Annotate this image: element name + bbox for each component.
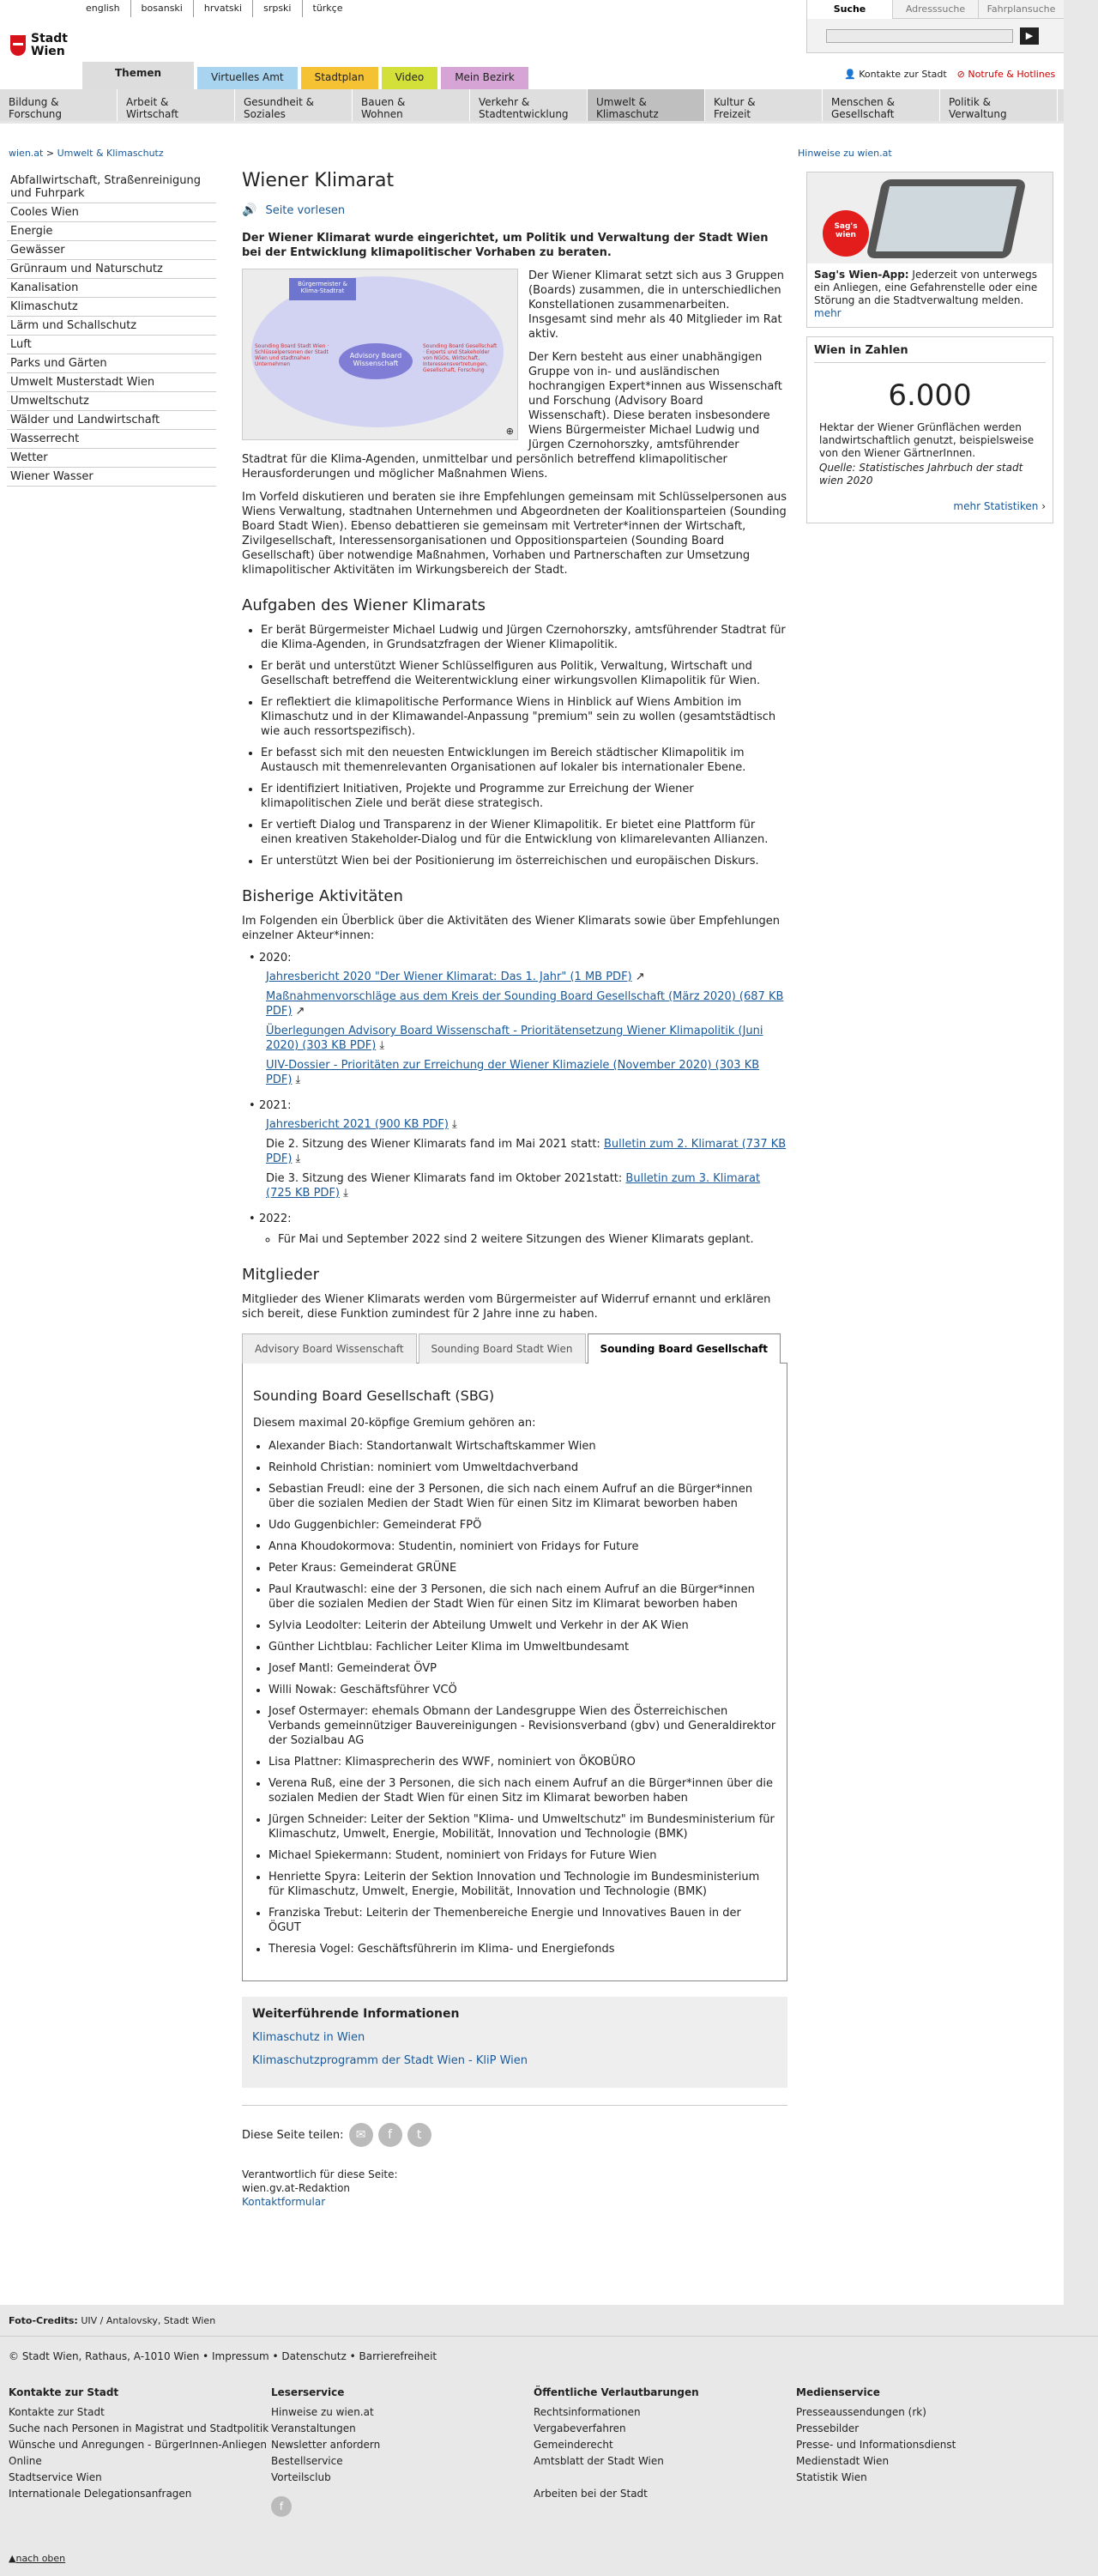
responsible: Verantwortlich für diese Seite: wien.gv.at-Redaktion Kontaktformular bbox=[242, 2168, 398, 2208]
share-bar: Diese Seite teilen: ✉ f t bbox=[242, 2123, 787, 2147]
themen-arbeit[interactable]: Arbeit & Wirtschaft bbox=[118, 89, 235, 121]
footer-link[interactable]: Presseaussendungen (rk) bbox=[796, 2406, 926, 2418]
tab-advisory-board[interactable]: Advisory Board Wissenschaft bbox=[242, 1333, 417, 1364]
wien-in-zahlen: Wien in Zahlen 6.000 Hektar der Wiener Grünflächen werden landwirtschaftlich genutzt, beispielsweise von den Wiener GärtnerInnen. Quelle: Statistisches Jahrbuch der stadt wien 2020 mehr Statistiken › bbox=[806, 336, 1053, 523]
twitter-icon[interactable]: t bbox=[407, 2123, 431, 2147]
pdf-link[interactable]: Bulletin zum 2. Klimarat (737 KB PDF) bbox=[266, 1138, 787, 1165]
sags-wien-badge: Sag's wien bbox=[823, 210, 869, 257]
pdf-link[interactable]: Maßnahmenvorschläge aus dem Kreis der Sounding Board Gesellschaft (März 2020) (687 KB PDF) bbox=[266, 990, 784, 1018]
hinweise-link[interactable]: Hinweise zu wien.at bbox=[798, 148, 892, 159]
info-link[interactable]: Klimaschutz in Wien bbox=[252, 2031, 365, 2044]
download-icon: ⤓ bbox=[343, 1187, 348, 1200]
lang-turkce[interactable]: türkçe bbox=[312, 3, 343, 14]
nav-video[interactable]: Video bbox=[382, 67, 438, 89]
download-icon: ⤓ bbox=[452, 1118, 457, 1131]
footer-link[interactable]: Veranstaltungen bbox=[271, 2422, 356, 2434]
page-title: Wiener Klimarat bbox=[242, 170, 395, 191]
search-input[interactable] bbox=[826, 29, 1013, 43]
chevron-right-icon: › bbox=[1041, 500, 1046, 512]
list-item: • Willi Nowak: Geschäftsführer VCÖ bbox=[268, 1683, 776, 1697]
leftnav-item[interactable]: Wetter bbox=[7, 449, 216, 468]
lang-srpski[interactable]: srpski bbox=[253, 0, 302, 17]
leftnav-item[interactable]: Umwelt Musterstadt Wien bbox=[7, 373, 216, 392]
pdf-link[interactable]: Bulletin zum 3. Klimarat (725 KB PDF) bbox=[266, 1172, 761, 1200]
alert-icon: ⊘ bbox=[956, 69, 965, 80]
leftnav-item[interactable]: Grünraum und Naturschutz bbox=[7, 260, 216, 279]
lead-text: Der Wiener Klimarat wurde eingerichtet, um Politik und Verwaltung der Stadt Wien bei der Entwicklung klimapolitischer Vorhaben zu beraten. bbox=[242, 232, 769, 259]
list-item: • Sylvia Leodolter: Leiterin der Abteilung Umwelt und Verkehr in der AK Wien bbox=[268, 1618, 776, 1633]
list-item: • Henriette Spyra: Leiterin der Sektion Innovation und Technologie im Bundesministerium für Klimaschutz, Umwelt, Energie, Mobilität, Innovation und Technologie (BMK) bbox=[268, 1870, 776, 1899]
phone-icon bbox=[866, 179, 1027, 258]
vorlesen-button[interactable]: 🔊 Seite vorlesen bbox=[242, 203, 346, 217]
list-item: • Franziska Trebut: Leiterin der Themenbereiche Energie und Innovatives Bauen in der ÖGUT bbox=[268, 1906, 776, 1935]
tab-adresssuche[interactable]: Adresssuche bbox=[892, 0, 978, 19]
stadt-wien-logo[interactable]: Stadt Wien bbox=[10, 33, 68, 58]
list-item: • Udo Guggenbichler: Gemeinderat FPÖ bbox=[268, 1518, 776, 1533]
tab-sounding-board-stadt[interactable]: Sounding Board Stadt Wien bbox=[419, 1333, 586, 1364]
arrow-up-icon: ▲ bbox=[9, 2553, 16, 2564]
list-item: • Er befasst sich mit den neuesten Entwicklungen im Bereich städtischer Klimapolitik im Austausch mit themenrelevanten Organisationen auf lokaler bis internationaler Ebene. bbox=[261, 746, 787, 775]
external-link-icon: ↗ bbox=[295, 1005, 305, 1018]
sbg-members bbox=[268, 1439, 776, 1956]
tab-suche[interactable]: Suche bbox=[807, 0, 892, 19]
list-item: • Er unterstützt Wien bei der Positionierung im österreichischen und europäischen Diskurs. bbox=[261, 854, 787, 868]
search-panel bbox=[806, 0, 1064, 53]
footer-link[interactable]: Internationale Delegationsanfragen bbox=[9, 2488, 192, 2500]
nav-themen[interactable]: Themen bbox=[82, 62, 194, 89]
footer-link[interactable]: Presse- und Informationsdienst bbox=[796, 2439, 956, 2451]
klimarat-diagram[interactable]: Bürgermeister & Klima-Stadtrat Advisory Board Wissenschaft Sounding Board Stadt Wien · Schlüsselpersonen der Stadt Wien und stadtnahen Unternehmen Sounding Board Gesellschaft · Experts und Stakeholder von NGOs, Wirtschaft, Interessensvertretungen, Gesellschaft, Forschung ⊕ bbox=[242, 269, 518, 440]
mehr-link[interactable]: mehr bbox=[814, 307, 842, 319]
info-link[interactable]: Klimaschutzprogramm der Stadt Wien - KliP Wien bbox=[252, 2054, 528, 2067]
footer-col-kontakte: Kontakte zur Stadt Kontakte zur Stadt Suche nach Personen in Magistrat und Stadtpolitik Wünsche und Anregungen - BürgerInnen-Anliegen Online Stadtservice Wien Internationale Delegationsanfragen bbox=[9, 2385, 271, 2517]
tab-panel: Sounding Board Gesellschaft (SBG) Diesem maximal 20-köpfige Gremium gehören an: • Alexander Biach: Standortanwalt Wirtschaftskammer Wien • Reinhold Christian: nominiert vom Umweltdachverband • Sebastian Freudl: eine der 3 Personen, die sich nach einem Aufruf an die Bürger*innen über die sozialen Medien der Stadt Wien für einen Sitz im Klimarat beworben haben • Udo Guggenbichler: Gemeinderat FPÖ • Anna Khoudokormova: Studentin, nominiert von Fridays for Future • Peter Kraus: Gemeinderat GRÜNE • Paul Krautwaschl: eine der 3 Personen, die sich nach einem Aufruf an die Bürger*innen über die sozialen Medien der Stadt Wien für einen Sitz im Klimarat beworben haben • Sylvia Leodolter: Leiterin der Abteilung Umwelt und Verkehr in der AK Wien • Günther Lichtblau: Fachlicher Leiter Klima im Umweltbundesamt • Josef Mantl: Gemeinderat ÖVP • Willi Nowak: Geschäftsführer VCÖ • Josef Ostermayer: ehemals Obmann der Landesgruppe Wien des Österreichischen Verbands gemeinnütziger Bauvereinigungen - Revisionsverband (gbv) und Generaldirektor der Sozialbau AG • Lisa Plattner: Klimasprecherin des WWF, nominiert von ÖKOBÜRO • Verena Ruß, eine der 3 Personen, die sich nach einem Aufruf an die Bürger*innen über die sozialen Medien der Stadt Wien für einen Sitz im Klimarat beworben haben • Jürgen Schneider: Leiter der Sektion "Klima- und Umweltschutz" im Bundesministerium für Klimaschutz, Umwelt, Energie, Mobilität, Innovation und Technologie (BMK) • Michael Spiekermann: Student, nominiert von Fridays for Future Wien • Henriette Spyra: Leiterin der Sektion Innovation und Technologie im Bundesministerium für Klimaschutz, Umwelt, Energie, Mobilität, Innovation und Technologie (BMK) • Franziska Trebut: Leiterin der Themenbereiche Energie und Innovatives Bauen in der ÖGUT • Theresia Vogel: Geschäftsführerin im Klima- und Energiefonds bbox=[242, 1363, 787, 1981]
search-submit-button[interactable]: ▶ bbox=[1020, 27, 1039, 45]
list-item: • Er identifiziert Initiativen, Projekte und Programme zur Erreichung der Wiener klimapolitischen Ziele und berät diese strategisch. bbox=[261, 782, 787, 811]
footer-link[interactable]: Gemeinderecht bbox=[534, 2439, 613, 2451]
footer-link[interactable]: Statistik Wien bbox=[796, 2471, 867, 2483]
leftnav-item[interactable]: Cooles Wien bbox=[7, 203, 216, 222]
breadcrumb-current[interactable]: Umwelt & Klimaschutz bbox=[57, 148, 164, 159]
pdf-link[interactable]: Jahresbericht 2020 "Der Wiener Klimarat: Das 1. Jahr" (1 MB PDF) bbox=[266, 971, 632, 983]
notrufe-link[interactable]: ⊘ Notrufe & Hotlines bbox=[956, 69, 1056, 80]
nav-virtuelles-amt[interactable]: Virtuelles Amt bbox=[197, 67, 298, 89]
themen-gesundheit[interactable]: Gesundheit & Soziales bbox=[235, 89, 353, 121]
footer-link[interactable]: Suche nach Personen in Magistrat und Stadtpolitik bbox=[9, 2422, 269, 2434]
back-to-top-link[interactable]: ▲nach oben bbox=[9, 2553, 66, 2564]
heading-aktivitaeten: Bisherige Aktivitäten bbox=[242, 887, 403, 905]
footer-link[interactable]: Arbeiten bei der Stadt bbox=[534, 2488, 648, 2500]
footer-link[interactable]: Vergabeverfahren bbox=[534, 2422, 626, 2434]
zoom-icon[interactable]: ⊕ bbox=[505, 426, 514, 437]
footer-link[interactable]: Wünsche und Anregungen - BürgerInnen-Anliegen Online bbox=[9, 2439, 267, 2467]
themen-bauen[interactable]: Bauen & Wohnen bbox=[353, 89, 470, 121]
breadcrumb-home[interactable]: wien.at bbox=[9, 148, 44, 159]
list-item: • Sebastian Freudl: eine der 3 Personen, die sich nach einem Aufruf an die Bürger*innen über die sozialen Medien der Stadt Wien für einen Sitz im Klimarat beworben haben bbox=[268, 1482, 776, 1511]
list-item: • Lisa Plattner: Klimasprecherin des WWF, nominiert von ÖKOBÜRO bbox=[268, 1755, 776, 1769]
footer-link[interactable]: Stadtservice Wien bbox=[9, 2471, 102, 2483]
download-icon: ⤓ bbox=[379, 1039, 385, 1052]
facebook-icon[interactable]: f bbox=[378, 2123, 402, 2147]
list-item: • Verena Ruß, eine der 3 Personen, die sich nach einem Aufruf an die Bürger*innen über die sozialen Medien der Stadt Wien für einen Sitz im Klimarat beworben haben bbox=[268, 1776, 776, 1805]
download-icon: ⤓ bbox=[295, 1152, 301, 1165]
lang-bosanski[interactable]: bosanski bbox=[131, 0, 194, 17]
leftnav-item[interactable]: Abfallwirtschaft, Straßenreinigung und Fuhrpark bbox=[7, 172, 216, 203]
sags-wien-teaser[interactable]: Sag's wien Sag's Wien-App: Jederzeit von unterwegs ein Anliegen, eine Gefahrenstelle oder eine Störung an die Stadtverwaltung melden. mehr bbox=[806, 172, 1053, 328]
themen-politik[interactable]: Politik & Verwaltung bbox=[940, 89, 1058, 121]
kontakte-link[interactable]: 👤 Kontakte zur Stadt bbox=[844, 69, 947, 80]
footer-link[interactable]: Vorteilsclub bbox=[271, 2471, 331, 2483]
list-item: • Theresia Vogel: Geschäftsführerin im Klima- und Energiefonds bbox=[268, 1942, 776, 1956]
list-item: • Er berät und unterstützt Wiener Schlüsselfiguren aus Politik, Verwaltung, Wirtschaft und Gesellschaft betreffend die Weiterentwicklung einer wirkungsvollen Klimapolitik für Wien. bbox=[261, 659, 787, 688]
leftnav-item[interactable]: Klimaschutz bbox=[7, 298, 216, 317]
leftnav-item[interactable]: Energie bbox=[7, 222, 216, 241]
heading-mitglieder: Mitglieder bbox=[242, 1266, 319, 1284]
mehr-statistiken-link[interactable]: mehr Statistiken › bbox=[953, 500, 1046, 512]
weiterfuehrende-info: Weiterführende Informationen Klimaschutz in Wien Klimaschutzprogramm der Stadt Wien - KliP Wien bbox=[242, 1997, 787, 2088]
footer-col-medienservice: Medienservice Presseaussendungen (rk) Pressebilder Presse- und Informationsdienst Medienstadt Wien Statistik Wien bbox=[796, 2385, 1059, 2517]
main-content: Wiener Klimarat 🔊 Seite vorlesen Der Wiener Klimarat wurde eingerichtet, um Politik und Verwaltung der Stadt Wien bei der Entwicklung klimapolitischer Vorhaben zu beraten. Bürgermeister & Klima-Stadtrat Advisory Board Wissenschaft Sounding Board Stadt Wien · Schlüsselpersonen der Stadt Wien und stadtnahen Unternehmen Sounding Board Gesellschaft · Experts und Stakeholder von NGOs, Wirtschaft, Interessensvertretungen, Gesellschaft, Forschung ⊕ Der Wiener Klimarat setzt sich aus 3 Gruppen (Boards) zusammen, die in unterschiedlichen Konstellationen zusammenarbeiten. Insgesamt sind mehr als 40 Mitglieder im Rat aktiv. Der Kern besteht aus einer unabhängigen Gruppe von in- und ausländischen hochrangigen Expert*innen aus Wissenschaft und Forschung (Advisory Board Wissenschaft). Diese beraten insbesondere Wiens Bürgermeister Michael Ludwig und Jürgen Czernohorszky, amtsführender Stadtrat für die Klima-Agenden, unmittelbar und persönlich betreffend klimapolitischer Herausforderungen und möglicher Maßnahmen Wiens. Im Vorfeld diskutieren und beraten sie ihre Empfehlungen gemeinsam mit Schlüsselpersonen aus Wiens Verwaltung, stadtnahen Unternehmen und Abgeordneten der Koalitionsparteien (Sounding Board Stadt Wien). Ebenso debattieren sie gemeinsam mit Vertreter*innen der Wirtschaft, Zivilgesellschaft, Interessensorganisationen und Oppositionsparteien (Sounding Board Gesellschaft) über notwendige Maßnahmen, Vorhaben und Partnerschaften zur Umsetzung klimapolitischer Aktivitäten im Wirkungsbereich der Stadt. Aufgaben des Wiener Klimarats • Er berät Bürgermeister Michael Ludwig und Jürgen Czernohorszky, amtsführender Stadtrat für die Klima-Agenden, in Grundsatzfragen der Wiener Klimapolitik. • Er berät und unterstützt Wiener Schlüsselfiguren aus Politik, Verwaltung, Wirtschaft und Gesellschaft betreffend die Weiterentwicklung einer wirkungsvollen Klimapolitik für Wien. • Er reflektiert die klimapolitische Performance Wiens in Hinblick auf Wiens Ambition im Klimaschutz und in der Klimawandel-Anpassung "premium" sein zu wollen (gesamtstädtisch wie auch ressortspezifisch). • Er befasst sich mit den neuesten Entwicklungen im Bereich städtischer Klimapolitik im Austausch mit themenrelevanten Organisationen auf lokaler bis internationaler Ebene. • Er identifiziert Initiativen, Projekte und Programme zur Erreichung der Wiener klimapolitischen Ziele und berät diese strategisch. • Er vertieft Dialog und Transparenz in der Wiener Klimapolitik. Er bietet eine Plattform für einen kreativen Stakeholder-Dialog und für die Entwicklung von klimarelevanten Allianzen. • Er unterstützt Wien bei der Positionierung im österreichischen und europäischen Diskurs. Bisherige Aktivitäten Im Folgenden ein Überblick über die Aktivitäten des Wiener Klimarats sowie über Empfehlungen einzelner Akteur*innen: • 2020: Jahresbericht 2020 "Der Wiener Klimarat: Das 1. Jahr" (1 MB PDF) ↗ Maßnahmenvorschläge aus dem Kreis der Sounding Board Gesellschaft (März 2020) (687 KB PDF) ↗ Überlegungen Advisory Board Wissenschaft - Prioritätensetzung Wiener Klimapolitik (Juni 2020) (303 KB PDF) ⤓ UIV-Dossier - Prioritäten zur Erreichung der Wiener Klimaziele (November 2020) (303 KB PDF) ⤓ • 2021: Jahresbericht 2021 (900 KB PDF) ⤓ Die 2. Sitzung des Wiener Klimarats fand im Mai 2021 statt: Bulletin zum 2. Klimarat (737 KB PDF) ⤓ Die 3. Sitzung des Wiener Klimarats fand im Oktober 2021statt: Bulletin zum 3. Klimarat (725 KB PDF) ⤓ • 2022: ◦ Für Mai und September 2022 sind 2 weitere Sitzungen des Wiener Klimarats geplant. Mitglieder Mitglieder des Wiener Klimarats werden vom Bürgermeister auf Widerruf ernannt und erklären sich bereit, diese Funktion zumindest für 2 Jahre inne zu haben. Advisory Board Wissenschaft Sounding Board Stadt Wien Sounding Board Gesellschaft Sounding Board Gesellschaft (SBG) Diesem maximal 20-köpfige Gremium gehören an: • Alexander Biach: Standortanwalt Wirtschaftskammer Wien • Reinhold Christian: nominiert vom Umweltdachverband • Sebastian Freudl: eine der 3 Personen, die sich nach einem Aufruf an die Bürger*innen über die sozialen Medien der Stadt Wien für einen Sitz im Klimarat beworben haben • Udo Guggenbichler: Gemeinderat FPÖ • Anna Khoudokormova: Studentin, nominiert von Fridays for Future • Peter Kraus: Gemeinderat GRÜNE • Paul Krautwaschl: eine der 3 Personen, die sich nach einem Aufruf an die Bürger*innen über die sozialen Medien der Stadt Wien für einen Sitz im Klimarat beworben haben • Sylvia Leodolter: Leiterin der Abteilung Umwelt und Verkehr in der AK Wien • Günther Lichtblau: Fachlicher Leiter Klima im Umweltbundesamt • Josef Mantl: Gemeinderat ÖVP • Willi Nowak: Geschäftsführer VCÖ • Josef Ostermayer: ehemals Obmann der Landesgruppe Wien des Österreichischen Verbands gemeinnütziger Bauvereinigungen - Revisionsverband (gbv) und Generaldirektor der Sozialbau AG • Lisa Plattner: Klimasprecherin des WWF, nominiert von ÖKOBÜRO • Verena Ruß, eine der 3 Personen, die sich nach einem Aufruf an die Bürger*innen über die sozialen Medien der Stadt Wien für einen Sitz im Klimarat beworben haben • Jürgen Schneider: Leiter der Sektion "Klima- und Umweltschutz" im Bundesministerium für Klimaschutz, Umwelt, Energie, Mobilität, Innovation und Technologie (BMK) • Michael Spiekermann: Student, nominiert von Fridays for Future Wien • Henriette Spyra: Leiterin der Sektion Innovation und Technologie im Bundesministerium für Klimaschutz, Umwelt, Energie, Mobilität, Innovation und Technologie (BMK) • Franziska Trebut: Leiterin der Themenbereiche Energie und Innovatives Bauen in der ÖGUT • Theresia Vogel: Geschäftsführerin im Klima- und Energiefonds Weiterführende Informationen Klimaschutz in Wien Klimaschutzprogramm der Stadt Wien - KliP Wien Diese Seite teilen: ✉ f t Verantwortlich für diese Seite: wien.gv.at-Redaktion Kontaktformular bbox=[242, 170, 787, 2209]
themen-menschen[interactable]: Menschen & Gesellschaft bbox=[823, 89, 940, 121]
nav-mein-bezirk[interactable]: Mein Bezirk bbox=[441, 67, 528, 89]
list-item: • Josef Mantl: Gemeinderat ÖVP bbox=[268, 1661, 776, 1676]
language-bar bbox=[75, 0, 353, 17]
leftnav-item[interactable]: Umweltschutz bbox=[7, 392, 216, 411]
person-icon: 👤 bbox=[844, 69, 856, 80]
leftnav-item[interactable]: Wiener Wasser bbox=[7, 468, 216, 487]
themen-bildung[interactable]: Bildung & Forschung bbox=[0, 89, 118, 121]
download-icon: ⤓ bbox=[295, 1073, 301, 1086]
pdf-link[interactable]: UIV-Dossier - Prioritäten zur Erreichung der Wiener Klimaziele (November 2020) (303 KB PDF) bbox=[266, 1059, 760, 1086]
themen-bar bbox=[0, 89, 1064, 124]
header-links bbox=[844, 69, 1055, 80]
list-item: • Michael Spiekermann: Student, nominiert von Fridays for Future Wien bbox=[268, 1848, 776, 1863]
wien-shield-icon bbox=[10, 35, 26, 56]
list-item: • Alexander Biach: Standortanwalt Wirtschaftskammer Wien bbox=[268, 1439, 776, 1454]
themen-umwelt[interactable]: Umwelt & Klimaschutz bbox=[588, 89, 705, 121]
footer-link[interactable]: Amtsblatt der Stadt Wien bbox=[534, 2455, 664, 2467]
nav-stadtplan[interactable]: Stadtplan bbox=[301, 67, 378, 89]
footer-col-verlautbarungen: Öffentliche Verlautbarungen Rechtsinformationen Vergabeverfahren Gemeinderecht Amtsblatt der Stadt Wien Arbeiten bei der Stadt bbox=[534, 2385, 796, 2517]
left-navigation bbox=[7, 172, 216, 487]
leftnav-item[interactable]: Wasserrecht bbox=[7, 430, 216, 449]
list-item: • Anna Khoudokormova: Studentin, nominiert von Fridays for Future bbox=[268, 1539, 776, 1554]
footer-col-leserservice: Leserservice Hinweise zu wien.at Veranstaltungen Newsletter anfordern Bestellservice Vorteilsclub f bbox=[271, 2385, 534, 2517]
leftnav-item[interactable]: Luft bbox=[7, 336, 216, 354]
foto-credits: Foto-Credits: UIV / Antalovsky, Stadt Wien bbox=[0, 2305, 1098, 2336]
list-item: • Reinhold Christian: nominiert vom Umweltdachverband bbox=[268, 1460, 776, 1475]
themen-kultur[interactable]: Kultur & Freizeit bbox=[705, 89, 823, 121]
footer-link[interactable]: Kontakte zur Stadt bbox=[9, 2406, 105, 2418]
kontaktformular-link[interactable]: Kontaktformular bbox=[242, 2196, 326, 2208]
email-icon[interactable]: ✉ bbox=[349, 2123, 373, 2147]
pdf-link[interactable]: Überlegungen Advisory Board Wissenschaft - Prioritätensetzung Wiener Klimapolitik (Juni 2020) (303 KB PDF) bbox=[266, 1025, 763, 1052]
list-item: • Er reflektiert die klimapolitische Performance Wiens in Hinblick auf Wiens Ambition im Klimaschutz und in der Klimawandel-Anpassung "premium" sein zu wollen (gesamtstädtisch wie auch ressortspezifisch). bbox=[261, 695, 787, 739]
mitglieder-tabs bbox=[242, 1333, 787, 1364]
breadcrumb: wien.at > Umwelt & Klimaschutz bbox=[9, 148, 164, 159]
list-item: • Er vertieft Dialog und Transparenz in der Wiener Klimapolitik. Er bietet eine Plattform für einen kreativen Stakeholder-Dialog und für die Entwicklung von klimarelevanten Allianzen. bbox=[261, 818, 787, 847]
footer-link[interactable]: Rechtsinformationen bbox=[534, 2406, 641, 2418]
facebook-icon[interactable]: f bbox=[271, 2496, 292, 2517]
external-link-icon: ↗ bbox=[635, 971, 645, 983]
activities-list: • 2020: Jahresbericht 2020 "Der Wiener Klimarat: Das 1. Jahr" (1 MB PDF) ↗ Maßnahmenvorschläge aus dem Kreis der Sounding Board Gesellschaft (März 2020) (687 KB PDF) ↗ Überlegungen Advisory Board Wissenschaft - Prioritätensetzung Wiener Klimapolitik (Juni 2020) (303 KB PDF) ⤓ UIV-Dossier - Prioritäten zur Erreichung der Wiener Klimaziele (November 2020) (303 KB PDF) ⤓ • 2021: Jahresbericht 2021 (900 KB PDF) ⤓ Die 2. Sitzung des Wiener Klimarats fand im Mai 2021 statt: Bulletin zum 2. Klimarat (737 KB PDF) ⤓ Die 3. Sitzung des Wiener Klimarats fand im Oktober 2021statt: Bulletin zum 3. Klimarat (725 KB PDF) ⤓ • 2022: ◦ Für Mai und September 2022 sind 2 weitere Sitzungen des Wiener Klimarats geplant. bbox=[249, 952, 787, 1247]
leftnav-item[interactable]: Wälder und Landwirtschaft bbox=[7, 411, 216, 430]
footer-link[interactable]: Bestellservice bbox=[271, 2455, 343, 2467]
list-item: • Günther Lichtblau: Fachlicher Leiter Klima im Umweltbundesamt bbox=[268, 1640, 776, 1654]
lang-english[interactable]: english bbox=[75, 0, 131, 17]
list-item: • Er berät Bürgermeister Michael Ludwig und Jürgen Czernohorszky, amtsführender Stadtrat für die Klima-Agenden, in Grundsatzfragen der Wiener Klimapolitik. bbox=[261, 623, 787, 652]
leftnav-item[interactable]: Parks und Gärten bbox=[7, 354, 216, 373]
footer-link[interactable]: Medienstadt Wien bbox=[796, 2455, 890, 2467]
list-item: • Peter Kraus: Gemeinderat GRÜNE bbox=[268, 1561, 776, 1575]
list-item: • Josef Ostermayer: ehemals Obmann der Landesgruppe Wien des Österreichischen Verbands gemeinnütziger Bauvereinigungen - Revisionsverband (gbv) und Generaldirektor der Sozialbau AG bbox=[268, 1704, 776, 1748]
leftnav-item[interactable]: Kanalisation bbox=[7, 279, 216, 298]
list-item: • Jürgen Schneider: Leiter der Sektion "Klima- und Umweltschutz" im Bundesministerium für Klimaschutz, Umwelt, Energie, Mobilität, Innovation und Technologie (BMK) bbox=[268, 1812, 776, 1841]
lang-hrvatski[interactable]: hrvatski bbox=[194, 0, 253, 17]
footer: © Stadt Wien, Rathaus, A-1010 Wien • Impressum • Datenschutz • Barrierefreiheit Kontakte zur Stadt Kontakte zur Stadt Suche nach Personen in Magistrat und Stadtpolitik Wünsche und Anregungen - BürgerInnen-Anliegen Online Stadtservice Wien Internationale Delegationsanfragen Leserservice Hinweise zu wien.at Veranstaltungen Newsletter anfordern Bestellservice Vorteilsclub f Öffentliche Verlautbarungen Rechtsinformationen Vergabeverfahren Gemeinderecht Amtsblatt der Stadt Wien Arbeiten bei der Stadt Medienservice Presseaussendungen (rk) Pressebilder Presse- und Informationsdienst Medienstadt Wien Statistik Wien ▲nach oben bbox=[0, 2336, 1098, 2576]
list-item: • Paul Krautwaschl: eine der 3 Personen, die sich nach einem Aufruf an die Bürger*innen über die sozialen Medien der Stadt Wien für einen Sitz im Klimarat beworben haben bbox=[268, 1582, 776, 1612]
leftnav-item[interactable]: Gewässer bbox=[7, 241, 216, 260]
aufgaben-list bbox=[261, 623, 787, 868]
footer-link[interactable]: Pressebilder bbox=[796, 2422, 860, 2434]
leftnav-item[interactable]: Lärm und Schallschutz bbox=[7, 317, 216, 336]
themen-verkehr[interactable]: Verkehr & Stadtentwicklung bbox=[470, 89, 588, 121]
heading-aufgaben: Aufgaben des Wiener Klimarats bbox=[242, 596, 486, 614]
tab-sounding-board-gesellschaft[interactable]: Sounding Board Gesellschaft bbox=[588, 1333, 781, 1364]
pdf-link[interactable]: Jahresbericht 2021 (900 KB PDF) bbox=[266, 1118, 449, 1131]
footer-link[interactable]: Hinweise zu wien.at bbox=[271, 2406, 374, 2418]
tab-fahrplansuche[interactable]: Fahrplansuche bbox=[978, 0, 1064, 19]
speaker-icon: 🔊 bbox=[242, 203, 257, 217]
top-navigation bbox=[82, 62, 532, 89]
footer-link[interactable]: Newsletter anfordern bbox=[271, 2439, 381, 2451]
